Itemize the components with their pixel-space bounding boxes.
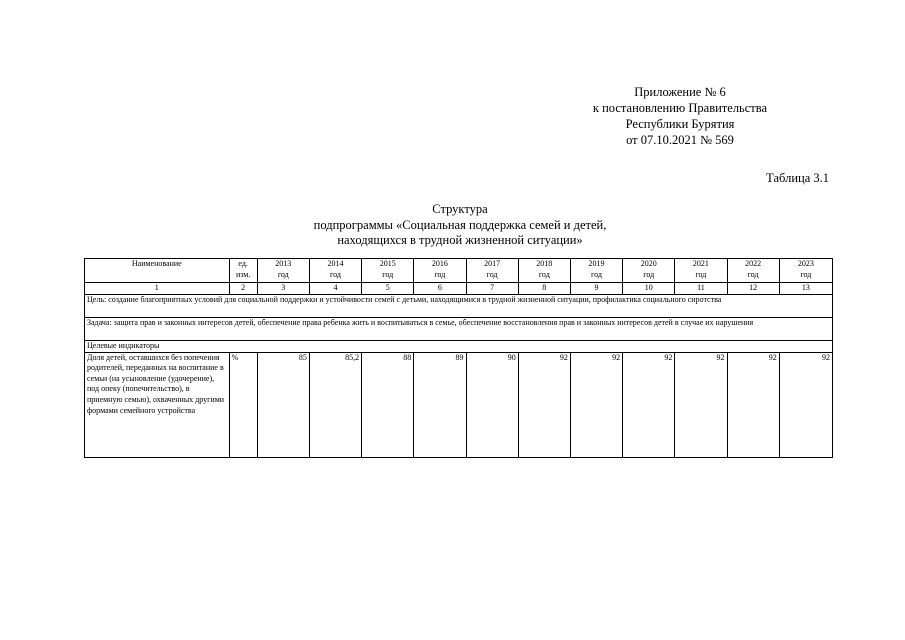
header-year-word: год	[434, 269, 446, 279]
column-number: 9	[570, 283, 622, 295]
column-number: 4	[309, 283, 361, 295]
header-year-word: год	[538, 269, 550, 279]
column-number: 5	[362, 283, 414, 295]
indicator-value: 85,2	[309, 352, 361, 457]
indicator-value: 92	[518, 352, 570, 457]
structure-table	[84, 258, 833, 458]
header-year-word: год	[486, 269, 498, 279]
indicators-row	[85, 340, 833, 352]
header-year	[675, 259, 727, 283]
indicator-value: 89	[414, 352, 466, 457]
header-name: Наименование	[85, 259, 230, 283]
column-number: 1	[85, 283, 230, 295]
header-year-word: год	[643, 269, 655, 279]
goal-row	[85, 294, 833, 317]
column-number: 3	[257, 283, 309, 295]
indicator-value: 88	[362, 352, 414, 457]
header-year	[362, 259, 414, 283]
header-year-word: год	[695, 269, 707, 279]
indicators-label: Целевые индикаторы	[85, 340, 833, 352]
title-line-1: Структура	[432, 202, 488, 216]
annex-block	[560, 84, 800, 148]
header-year-word: год	[800, 269, 812, 279]
header-year-word: год	[330, 269, 341, 279]
indicator-value: 92	[727, 352, 779, 457]
column-number: 7	[466, 283, 518, 295]
indicator-value: 92	[779, 352, 832, 457]
header-year-word: год	[591, 269, 602, 279]
header-year-value: 2021	[692, 259, 709, 268]
goal-text: Цель: создание благоприятных условий для социальной поддержки и устойчивости семей с детьми, находящимися в трудной жизненной ситуации, профилактика социального сиротства	[85, 294, 833, 317]
header-year-value: 2018	[536, 259, 553, 268]
column-number: 13	[779, 283, 832, 295]
header-unit-line-1: ед.	[238, 259, 248, 268]
header-year-value: 2015	[379, 259, 396, 268]
header-year-value: 2022	[745, 259, 762, 268]
annex-line-1: Приложение № 6	[634, 85, 726, 99]
header-year-value: 2013	[275, 259, 292, 268]
annex-line-4: от 07.10.2021 № 569	[626, 133, 734, 147]
document-title	[255, 202, 665, 249]
indicator-value: 92	[675, 352, 727, 457]
header-unit	[229, 259, 257, 283]
header-year	[414, 259, 466, 283]
column-number: 11	[675, 283, 727, 295]
header-year	[623, 259, 675, 283]
header-year	[309, 259, 361, 283]
annex-line-3: Республики Бурятия	[625, 117, 735, 131]
indicator-value: 85	[257, 352, 309, 457]
header-year-value: 2017	[484, 259, 501, 268]
column-number: 2	[229, 283, 257, 295]
header-year-value: 2016	[431, 259, 448, 268]
column-number-row	[85, 283, 833, 295]
header-year	[779, 259, 832, 283]
header-year-value: 2014	[327, 259, 344, 268]
header-year	[257, 259, 309, 283]
column-number: 8	[518, 283, 570, 295]
indicator-row	[85, 352, 833, 457]
header-unit-line-2: изм.	[235, 269, 251, 279]
header-year-value: 2020	[640, 259, 657, 268]
indicator-unit: %	[229, 352, 257, 457]
annex-line-2: к постановлению Правительства	[592, 101, 768, 115]
header-row	[85, 259, 833, 283]
indicator-name: Доля детей, оставшихся без попечения родителей, переданных на воспитание в семьи (на усыновление (удочерение), под опеку (попечительство), в приемную семью), охваченных другими формами семейного устройства	[85, 352, 230, 457]
title-line-3: находящихся в трудной жизненной ситуации»	[337, 233, 583, 247]
header-year	[727, 259, 779, 283]
header-year	[570, 259, 622, 283]
indicator-value: 92	[570, 352, 622, 457]
indicator-value: 90	[466, 352, 518, 457]
header-year	[466, 259, 518, 283]
title-line-2: подпрограммы «Социальная поддержка семей и детей,	[313, 217, 607, 232]
header-year	[518, 259, 570, 283]
indicator-value: 92	[623, 352, 675, 457]
header-year-word: год	[747, 269, 759, 279]
header-year-word: год	[277, 269, 289, 279]
header-year-word: год	[382, 269, 394, 279]
header-year-value: 2019	[588, 259, 605, 268]
task-row	[85, 317, 833, 340]
task-text: Задача: защита прав и законных интересов детей, обеспечение права ребенка жить и воспитываться в семье, обеспечение восстановления прав и законных интересов детей в случае их нарушения	[85, 317, 833, 340]
header-year-value: 2023	[797, 259, 814, 268]
column-number: 6	[414, 283, 466, 295]
table-number: Таблица 3.1	[766, 171, 829, 185]
column-number: 12	[727, 283, 779, 295]
column-number: 10	[623, 283, 675, 295]
